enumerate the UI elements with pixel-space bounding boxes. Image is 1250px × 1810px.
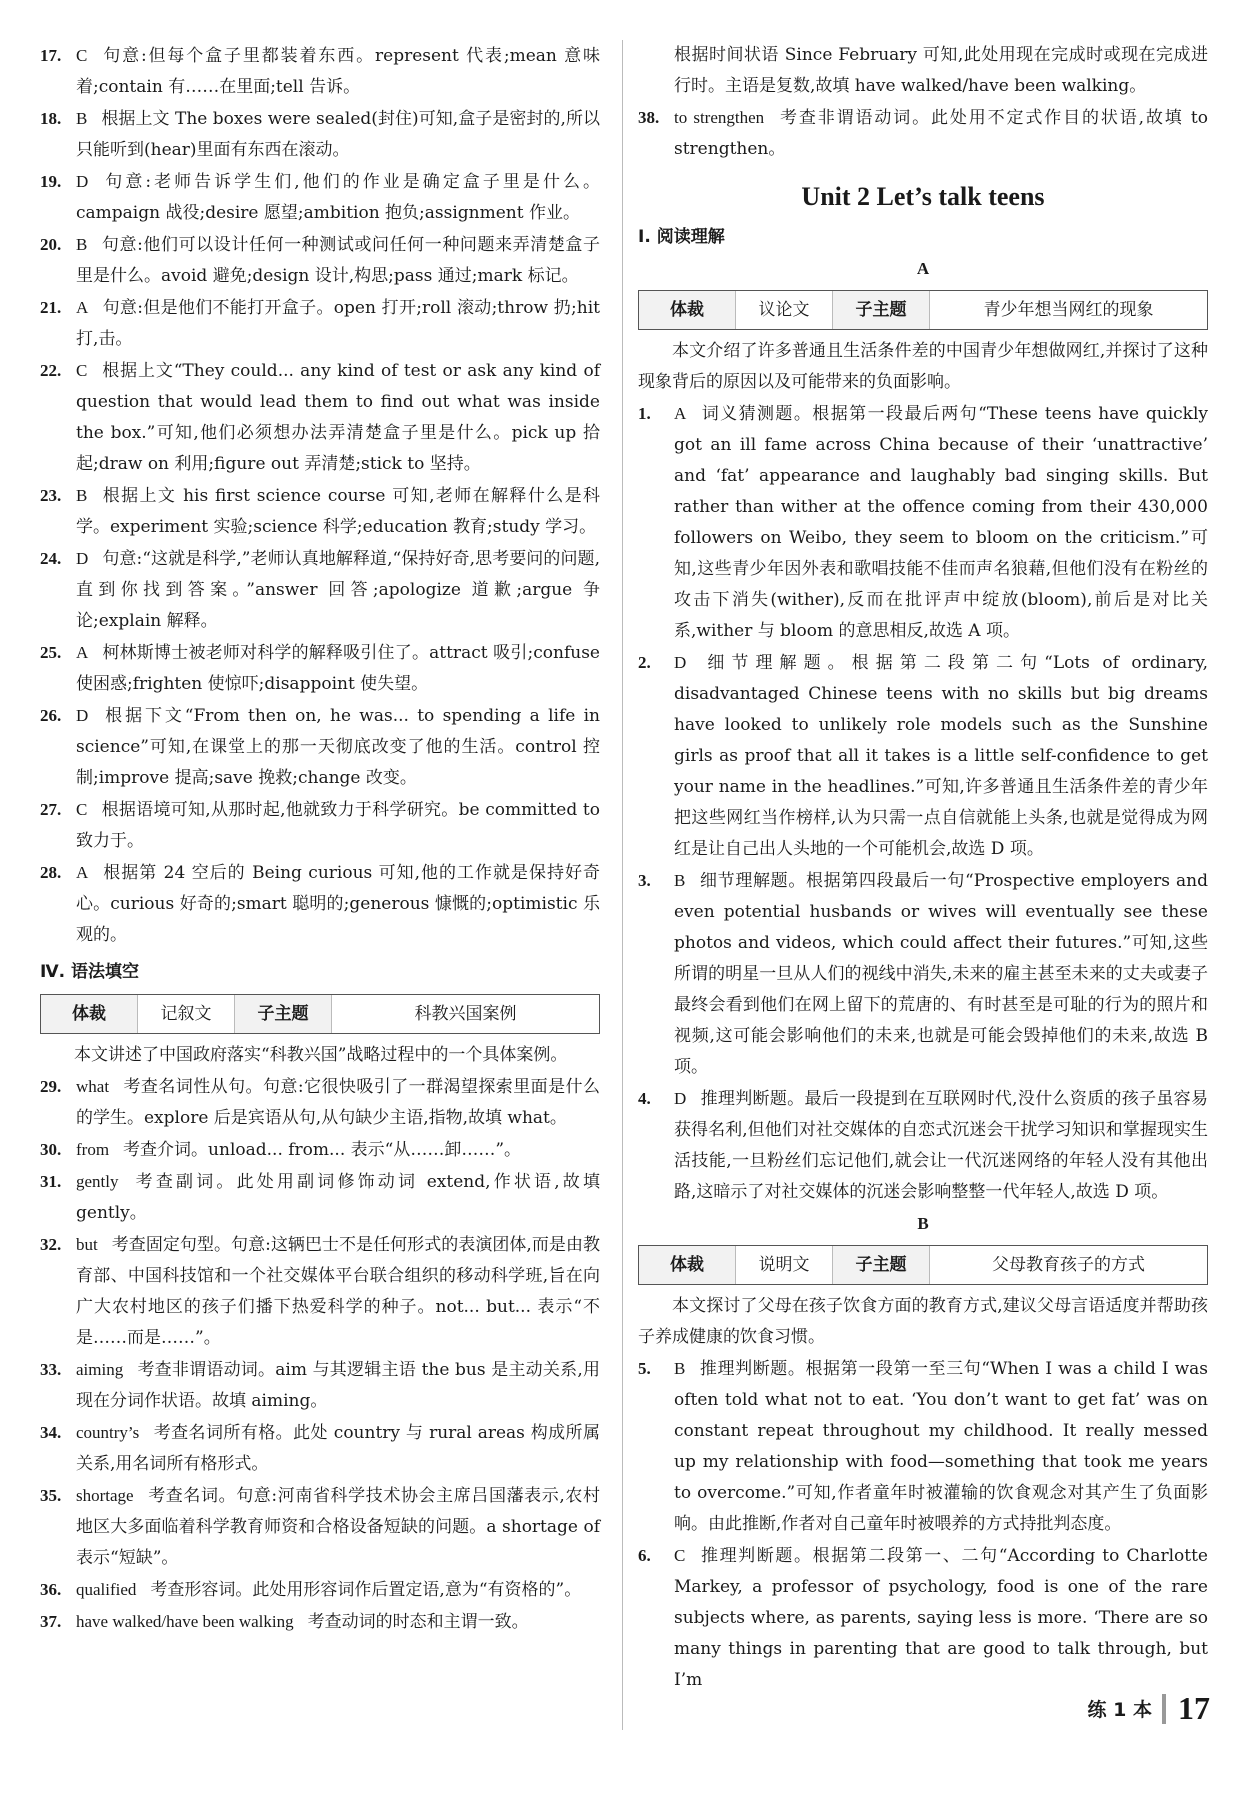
item-answer: C bbox=[76, 361, 88, 380]
item-explanation: 考查非谓语动词。aim 与其逻辑主语 the bus 是主动关系,用现在分词作状语。故填 aiming。 bbox=[76, 1360, 600, 1411]
genre-value: 议论文 bbox=[736, 291, 833, 329]
item-answer: A bbox=[76, 863, 89, 882]
theme-label: 子主题 bbox=[833, 291, 930, 329]
item-explanation: 根据上文“They could... any kind of test or ask any kind of question that would lead them to find out what was inside the box.”可知,他们必须想办法弄清楚盒子里是什么。pick up 拾起;draw on 利用;figure out 弄清楚;stick to 坚持。 bbox=[76, 361, 600, 474]
answer-item bbox=[40, 1606, 600, 1638]
answer-item bbox=[638, 865, 1208, 1083]
item-number: 2. bbox=[638, 653, 651, 672]
passage-b-label: B bbox=[917, 1214, 929, 1233]
unit-title: Unit 2 Let’s talk teens bbox=[801, 182, 1045, 211]
item-explanation: 考查名词性从句。句意:它很快吸引了一群渴望探索里面是什么的学生。explore 后是宾语从句,从句缺少主语,指物,故填 what。 bbox=[76, 1077, 600, 1128]
right-column bbox=[638, 40, 1208, 1696]
item-number: 36. bbox=[40, 1580, 62, 1599]
footer-divider bbox=[1162, 1694, 1166, 1724]
genre-table-a bbox=[638, 290, 1208, 330]
item-explanation: 考查固定句型。句意:这辆巴士不是任何形式的表演团体,而是由教育部、中国科技馆和一个社交媒体平台联合组织的移动科学班,旨在向广大农村地区的孩子们播下热爱科学的种子。not... but... 表示“不是……而是……”。 bbox=[76, 1235, 600, 1348]
item-number: 33. bbox=[40, 1360, 62, 1379]
item-number: 5. bbox=[638, 1359, 651, 1378]
item-answer: shortage bbox=[76, 1486, 134, 1505]
item-answer: C bbox=[76, 800, 88, 819]
answer-item bbox=[40, 229, 600, 292]
item-answer: to strengthen bbox=[674, 108, 765, 127]
section-iv-title: Ⅳ. 语法填空 bbox=[40, 962, 140, 982]
answer-item bbox=[40, 794, 600, 857]
item-text bbox=[76, 292, 600, 355]
item-answer: B bbox=[76, 486, 88, 505]
answer-item bbox=[638, 398, 1208, 647]
theme-label: 子主题 bbox=[235, 995, 332, 1033]
item-explanation: 考查形容词。此处用形容词作后置定语,意为“有资格的”。 bbox=[150, 1580, 582, 1600]
section-i-title: Ⅰ. 阅读理解 bbox=[638, 227, 725, 247]
item-number: 18. bbox=[40, 109, 62, 128]
theme-value: 青少年想当网红的现象 bbox=[983, 299, 1154, 320]
answer-item bbox=[40, 480, 600, 543]
theme-value: 科教兴国案例 bbox=[414, 1003, 517, 1024]
genre-label: 体裁 bbox=[41, 995, 138, 1033]
item-number: 26. bbox=[40, 706, 62, 725]
genre-value: 说明文 bbox=[736, 1246, 833, 1284]
right-answers-a bbox=[638, 40, 1208, 165]
item-answer: A bbox=[76, 643, 89, 662]
left-answers-a bbox=[40, 40, 600, 951]
answer-item bbox=[40, 40, 600, 103]
item-explanation: 考查非谓语动词。此处用不定式作目的状语,故填 to strengthen。 bbox=[674, 108, 1208, 159]
item-answer: B bbox=[674, 871, 686, 890]
item-answer: D bbox=[674, 1089, 687, 1108]
item-answer: D bbox=[76, 706, 89, 725]
item-number: 37. bbox=[40, 1612, 62, 1631]
item-answer: C bbox=[674, 1546, 686, 1565]
item-number: 31. bbox=[40, 1172, 62, 1191]
answer-item bbox=[40, 1354, 600, 1417]
theme-label: 子主题 bbox=[833, 1246, 930, 1284]
item-text bbox=[674, 398, 1208, 647]
genre-table-b bbox=[638, 1245, 1208, 1285]
item-answer: what bbox=[76, 1077, 110, 1096]
left-column bbox=[40, 40, 600, 1638]
item-explanation: 细节理解题。根据第四段最后一句“Prospective employers and even potential husbands or wives will eventually see these photos and videos, which could affect their futures.”可知,这些所谓的明星一旦从人们的视线中消失,未来的雇主甚至未来的丈夫或妻子最终会看到他们在网上留下的荒唐的、有时甚至是可耻的行为的照片和视频,这可能会影响他们的未来,也就是可能会毁掉他们的未来,故选 B 项。 bbox=[674, 871, 1208, 1077]
answer-item bbox=[40, 103, 600, 166]
item-number: 25. bbox=[40, 643, 62, 662]
item-explanation: 考查介词。unload... from... 表示“从……卸……”。 bbox=[123, 1140, 522, 1160]
item-explanation: 细节理解题。根据第二段第二句“Lots of ordinary, disadvantaged Chinese teens with no skills but big dreams have looked to unlikely role models such as the Sunshine girls as proof that all it takes is a little self-confidence to get your name in the headlines.”可知,许多普通且生活条件差的青少年把这些网红当作榜样,认为只需一点自信就能上头条,也就是觉得成为网红是让自己出人头地的一个可能机会,故选 D 项。 bbox=[674, 653, 1208, 859]
item-text bbox=[76, 1606, 600, 1638]
column-divider bbox=[622, 40, 623, 1730]
item-text bbox=[76, 1071, 600, 1134]
item-answer: qualified bbox=[76, 1580, 137, 1599]
genre-table-iv bbox=[40, 994, 600, 1034]
item-number: 19. bbox=[40, 172, 62, 191]
item-text bbox=[76, 1480, 600, 1574]
genre-value: 记叙文 bbox=[138, 995, 235, 1033]
footer-label: 练 1 本 bbox=[1087, 1699, 1152, 1721]
item-text bbox=[76, 1166, 600, 1229]
item-number: 27. bbox=[40, 800, 62, 819]
item-text bbox=[76, 1229, 600, 1354]
item-answer: aiming bbox=[76, 1360, 124, 1379]
answer-item: 根据时间状语 Since February 可知,此处用现在完成时或现在完成进行时。主语是复数,故填 have walked/have been walking。 bbox=[674, 45, 1208, 96]
answer-item bbox=[40, 857, 600, 951]
item-answer: B bbox=[76, 109, 88, 128]
item-number: 23. bbox=[40, 486, 62, 505]
item-number: 21. bbox=[40, 298, 62, 317]
item-number: 3. bbox=[638, 871, 651, 890]
item-explanation: 句意:“这就是科学,”老师认真地解释道,“保持好奇,思考要问的问题,直到你找到答案。”answer 回答;apologize 道歉;argue 争论;explain 解释。 bbox=[76, 549, 600, 631]
answer-item bbox=[40, 292, 600, 355]
item-explanation: 句意:但每个盒子里都装着东西。represent 代表;mean 意味着;contain 有……在里面;tell 告诉。 bbox=[76, 46, 600, 97]
item-number: 24. bbox=[40, 549, 62, 568]
answer-item bbox=[40, 637, 600, 700]
item-text bbox=[76, 1354, 600, 1417]
item-text bbox=[674, 1353, 1208, 1540]
passage-a-label: A bbox=[916, 259, 930, 278]
item-explanation: 根据上文 The boxes were sealed(封住)可知,盒子是密封的,所以只能听到(hear)里面有东西在滚动。 bbox=[76, 109, 600, 160]
item-number: 32. bbox=[40, 1235, 62, 1254]
answer-item bbox=[40, 1229, 600, 1354]
item-answer: but bbox=[76, 1235, 98, 1254]
item-text bbox=[76, 166, 600, 229]
item-answer: A bbox=[76, 298, 89, 317]
item-text bbox=[674, 865, 1208, 1083]
item-number: 35. bbox=[40, 1486, 62, 1505]
item-explanation: 考查名词所有格。此处 country 与 rural areas 构成所属关系,用名词所有格形式。 bbox=[76, 1423, 600, 1474]
item-number: 38. bbox=[638, 108, 660, 127]
item-text bbox=[76, 1574, 600, 1606]
item-text bbox=[76, 637, 600, 700]
passage-b-summary: 本文探讨了父母在孩子饮食方面的教育方式,建议父母言语适度并帮助孩子养成健康的饮食习惯。 bbox=[638, 1296, 1208, 1347]
answer-item bbox=[40, 1071, 600, 1134]
item-text bbox=[76, 480, 600, 543]
item-explanation: 句意:他们可以设计任何一种测试或问任何一种问题来弄清楚盒子里是什么。avoid 避免;design 设计,构思;pass 通过;mark 标记。 bbox=[76, 235, 600, 286]
answer-item bbox=[638, 102, 1208, 165]
answer-item bbox=[40, 1134, 600, 1166]
item-text bbox=[76, 1134, 600, 1166]
answer-item bbox=[638, 1083, 1208, 1208]
item-text bbox=[674, 1540, 1208, 1696]
item-number: 6. bbox=[638, 1546, 651, 1565]
answer-item bbox=[40, 166, 600, 229]
page-footer bbox=[1088, 1690, 1210, 1727]
item-text bbox=[76, 229, 600, 292]
answer-item bbox=[40, 1166, 600, 1229]
item-number: 1. bbox=[638, 404, 651, 423]
item-explanation: 推理判断题。根据第一段第一至三句“When I was a child I was often told what not to eat. ‘You don’t want to get fat’ was on constant repeat throughout my childhood. It really messed up my relationship with food—something that took me years to overcome.”可知,作者童年时被灌输的饮食观念对其产生了负面影响。由此推断,作者对自己童年时被喂养的方式持批判态度。 bbox=[674, 1359, 1208, 1534]
item-explanation: 推理判断题。根据第二段第一、二句“According to Charlotte Markey, a professor of psychology, food is one of the rare subjects where, as parents, saying less is more. ‘There are so many things in parenting that are good to talk through, but I’m bbox=[674, 1546, 1208, 1690]
item-answer: have walked/have been walking bbox=[76, 1612, 294, 1631]
item-answer: D bbox=[76, 549, 89, 568]
item-number: 28. bbox=[40, 863, 62, 882]
item-answer: D bbox=[674, 653, 687, 672]
item-explanation: 考查副词。此处用副词修饰动词 extend,作状语,故填 gently。 bbox=[76, 1172, 600, 1223]
item-number: 4. bbox=[638, 1089, 651, 1108]
item-explanation: 考查动词的时态和主谓一致。 bbox=[307, 1612, 529, 1632]
item-answer: country’s bbox=[76, 1423, 140, 1442]
item-answer: A bbox=[674, 404, 687, 423]
answer-item bbox=[638, 1540, 1208, 1696]
item-number: 17. bbox=[40, 46, 62, 65]
genre-label: 体裁 bbox=[639, 291, 736, 329]
item-text bbox=[76, 355, 600, 480]
passage-a-answers bbox=[638, 398, 1208, 1208]
item-explanation: 推理判断题。最后一段提到在互联网时代,没什么资质的孩子虽容易获得名利,但他们对社交媒体的自恋式沉迷会干扰学习知识和掌握现实生活技能,一旦粉丝们忘记他们,就会让一代沉迷网络的年轻人没有其他出路,这暗示了对社交媒体的沉迷会影响整整一代年轻人,故选 D 项。 bbox=[674, 1089, 1208, 1202]
item-answer: B bbox=[76, 235, 88, 254]
page-number: 17 bbox=[1178, 1690, 1210, 1726]
item-text bbox=[76, 857, 600, 951]
item-text bbox=[76, 794, 600, 857]
item-number: 29. bbox=[40, 1077, 62, 1096]
item-text bbox=[76, 543, 600, 637]
answer-item bbox=[638, 1353, 1208, 1540]
item-explanation: 根据上文 his first science course 可知,老师在解释什么是科学。experiment 实验;science 科学;education 教育;study 学习。 bbox=[76, 486, 600, 537]
item-answer: B bbox=[674, 1359, 686, 1378]
item-text bbox=[76, 103, 600, 166]
answer-item bbox=[40, 1480, 600, 1574]
answer-item bbox=[40, 355, 600, 480]
item-text bbox=[674, 102, 1208, 165]
answer-item bbox=[40, 543, 600, 637]
section-iv-summary: 本文讲述了中国政府落实“科教兴国”战略过程中的一个具体案例。 bbox=[74, 1045, 568, 1065]
answer-item bbox=[638, 647, 1208, 865]
item-text bbox=[76, 40, 600, 103]
theme-value: 父母教育孩子的方式 bbox=[992, 1254, 1145, 1275]
item-explanation: 根据第 24 空后的 Being curious 可知,他的工作就是保持好奇心。curious 好奇的;smart 聪明的;generous 慷慨的;optimistic 乐观的。 bbox=[76, 863, 600, 945]
item-answer: C bbox=[76, 46, 88, 65]
item-explanation: 柯林斯博士被老师对科学的解释吸引住了。attract 吸引;confuse 使困惑;frighten 使惊吓;disappoint 使失望。 bbox=[76, 643, 600, 694]
item-number: 20. bbox=[40, 235, 62, 254]
answer-item bbox=[40, 1574, 600, 1606]
item-answer: gently bbox=[76, 1172, 119, 1191]
genre-label: 体裁 bbox=[639, 1246, 736, 1284]
item-number: 22. bbox=[40, 361, 62, 380]
answer-item bbox=[40, 700, 600, 794]
item-explanation: 句意:老师告诉学生们,他们的作业是确定盒子里是什么。campaign 战役;desire 愿望;ambition 抱负;assignment 作业。 bbox=[76, 172, 600, 223]
item-text bbox=[76, 700, 600, 794]
item-explanation: 考查名词。句意:河南省科学技术协会主席吕国藩表示,农村地区大多面临着科学教育师资和合格设备短缺的问题。a shortage of 表示“短缺”。 bbox=[76, 1486, 600, 1568]
item-number: 30. bbox=[40, 1140, 62, 1159]
left-answers-b bbox=[40, 1071, 600, 1638]
item-text bbox=[674, 1083, 1208, 1208]
item-explanation: 根据下文“From then on, he was... to spending a life in science”可知,在课堂上的那一天彻底改变了他的生活。control 控制;improve 提高;save 挽救;change 改变。 bbox=[76, 706, 600, 788]
passage-b-answers bbox=[638, 1353, 1208, 1696]
item-explanation: 句意:但是他们不能打开盒子。open 打开;roll 滚动;throw 扔;hit 打,击。 bbox=[76, 298, 600, 349]
item-explanation: 词义猜测题。根据第一段最后两句“These teens have quickly got an ill fame across China because of their ‘unattractive’ and ‘fat’ appearance and laughably bad singing skills. But rather than wither at the offence coming from their 430,000 followers on Weibo, they seem to bloom on the criticism.”可知,这些青少年因外表和歌唱技能不佳而声名狼藉,但他们没有在粉丝的攻击下消失(wither),反而在批评声中绽放(bloom),前后是对比关系,wither 与 bloom 的意思相反,故选 A 项。 bbox=[674, 404, 1208, 641]
item-text bbox=[76, 1417, 600, 1480]
answer-item bbox=[40, 1417, 600, 1480]
item-text bbox=[674, 647, 1208, 865]
passage-a-summary: 本文介绍了许多普通且生活条件差的中国青少年想做网红,并探讨了这种现象背后的原因以及可能带来的负面影响。 bbox=[638, 341, 1208, 392]
item-answer: D bbox=[76, 172, 89, 191]
item-explanation: 根据语境可知,从那时起,他就致力于科学研究。be committed to 致力于。 bbox=[76, 800, 600, 851]
item-number: 34. bbox=[40, 1423, 62, 1442]
item-answer: from bbox=[76, 1140, 110, 1159]
